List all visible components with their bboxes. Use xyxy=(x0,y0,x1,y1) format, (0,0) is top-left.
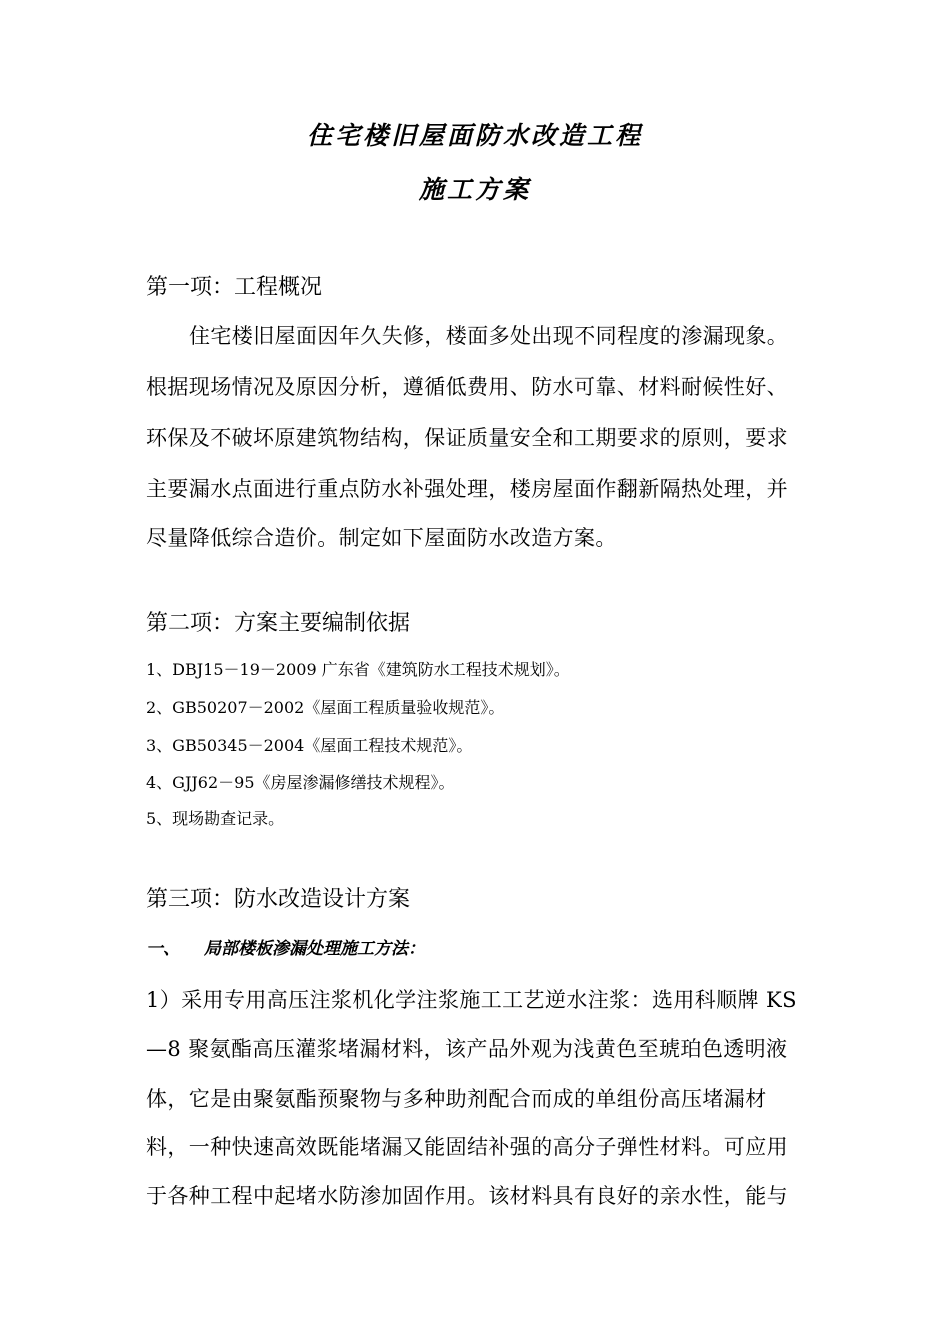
section-heading-design: 第三项：防水改造设计方案 xyxy=(146,887,411,912)
reference-item: 5、现场勘查记录。 xyxy=(146,809,285,828)
document-title: 住宅楼旧屋面防水改造工程 xyxy=(306,121,643,150)
paragraph-line: 料，一种快速高效既能堵漏又能固结补强的高分子弹性材料。可应用 xyxy=(146,1135,788,1159)
section-heading-overview: 第一项：工程概况 xyxy=(146,275,323,300)
document-subtitle: 施工方案 xyxy=(418,175,531,204)
subsection-heading xyxy=(146,934,425,959)
paragraph-line: 尽量降低综合造价。制定如下屋面防水改造方案。 xyxy=(146,526,617,550)
section-heading-basis: 第二项：方案主要编制依据 xyxy=(146,611,411,636)
reference-item: 2、GB50207－2002《屋面工程质量验收规范》。 xyxy=(146,698,505,717)
reference-item: 4、GJJ62－95《房屋渗漏修缮技术规程》。 xyxy=(146,773,455,792)
paragraph-line: 根据现场情况及原因分析，遵循低费用、防水可靠、材料耐候性好、 xyxy=(146,375,788,399)
paragraph-line: 1）采用专用高压注浆机化学注浆施工工艺逆水注浆：选用科顺牌 KS xyxy=(146,988,797,1012)
paragraph-line: 于各种工程中起堵水防渗加固作用。该材料具有良好的亲水性，能与 xyxy=(146,1184,788,1208)
reference-item: 1、DBJ15－19－2009 广东省《建筑防水工程技术规划》。 xyxy=(146,660,570,679)
paragraph-line: 住宅楼旧屋面因年久失修，楼面多处出现不同程度的渗漏现象。 xyxy=(189,324,789,348)
reference-item: 3、GB50345－2004《屋面工程技术规范》。 xyxy=(146,736,473,755)
paragraph-line: —8 聚氨酯高压灌浆堵漏材料，该产品外观为浅黄色至琥珀色透明液 xyxy=(146,1037,788,1061)
paragraph-line: 主要漏水点面进行重点防水补强处理，楼房屋面作翻新隔热处理，并 xyxy=(146,477,788,501)
paragraph-line: 环保及不破坏原建筑物结构，保证质量安全和工期要求的原则，要求 xyxy=(146,426,788,450)
subsection-title: 局部楼板渗漏处理施工方法： xyxy=(204,939,425,959)
paragraph-line: 体，它是由聚氨酯预聚物与多种助剂配合而成的单组份高压堵漏材 xyxy=(146,1087,767,1111)
subsection-number: 一、 xyxy=(146,939,180,959)
